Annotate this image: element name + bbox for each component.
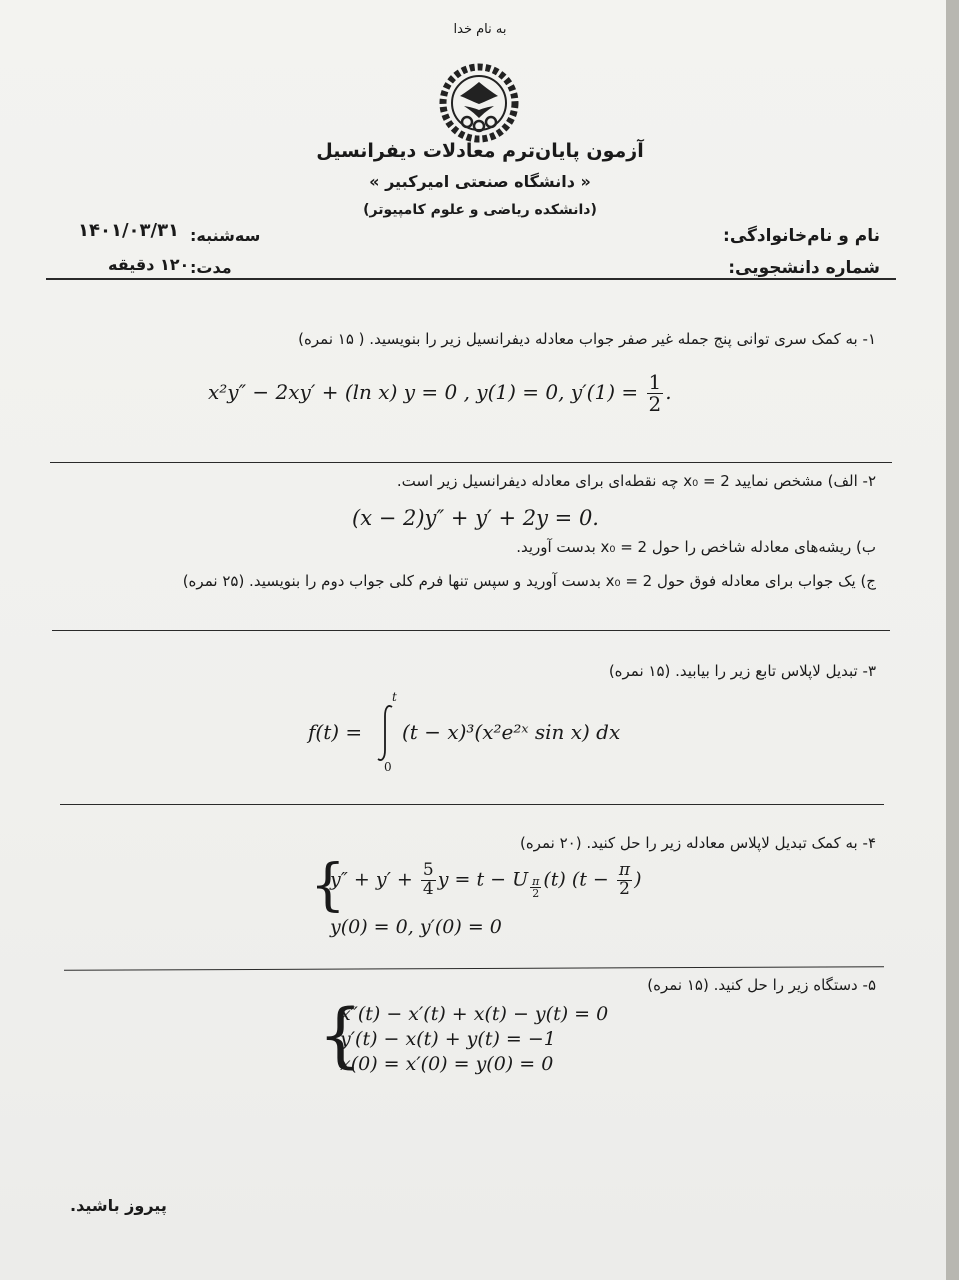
question-5-text [647,976,876,994]
question-3-lower-limit: 0 [384,760,392,774]
university-name: « دانشگاه صنعتی امیرکبیر » [369,172,591,191]
question-3-upper-limit: t [392,690,397,704]
question-4-line-1-c: (t) (t − [543,868,609,891]
question-5-prompt: دستگاه زیر را حل کنید. (۱۵ نمره) [647,976,858,994]
divider-3 [60,804,884,805]
question-2-part-a [397,472,876,490]
question-3-integrand: (t − x)³(x²e²ˣ sin x) dx [402,720,621,744]
divider-4 [64,966,884,971]
question-1-equation: x²y″ − 2xy′ + (ln x) y = 0 , y(1) = 0, y′(1) = $\frac{1}{2}$ . [208,370,672,416]
question-4-prompt: به کمک تبدیل لاپلاس معادله زیر را حل کنید. (۲۰ نمره) [519,834,858,852]
question-4-number: ۴- [862,834,876,852]
duration-value: ۱۲۰ دقیقه [108,255,190,274]
question-1-prompt: به کمک سری توانی پنج جمله غیر صفر جواب معادله دیفرانسیل زیر را بنویسید. ( ۱۵ نمره) [298,330,858,348]
question-5-line-2: y′(t) − x(t) + y(t) = −1 [340,1028,556,1050]
name-label: نام و نام‌خانوادگی: [723,226,880,246]
question-4-text [520,834,876,852]
question-5-number: ۵- [862,976,876,994]
question-4-fraction [421,862,436,899]
question-1-number: ۱- [862,330,876,348]
question-1-fraction-numerator: 1 [648,370,662,394]
divider-1 [50,462,892,463]
question-4-line-1-a: y″ + y′ + [330,868,413,891]
university-logo [436,60,522,146]
question-3-lhs: f(t) = [308,720,363,744]
question-2-part-b: ب) ریشه‌های معادله شاخص را حول x₀ = 2 بدست آورید. [516,538,876,556]
question-3-prompt: تبدیل لاپلاس تابع زیر را بیابید. (۱۵ نمره) [608,662,858,680]
question-2-part-c: ج) یک جواب برای معادله فوق حول x₀ = 2 بدست آورید و سپس تنها فرم کلی جواب دوم را بنویسید. (۲۵ نمره) [182,572,876,590]
question-4-fraction-numerator: 5 [422,860,434,880]
question-3-number: ۳- [862,662,876,680]
closing-message: پیروز باشید. [70,1196,167,1215]
question-2-equation: (x − 2)y″ + y′ + 2y = 0. [352,506,599,530]
question-4-brace: { [310,853,346,918]
question-4-line-1-d: ) [634,868,642,891]
question-1-fraction-denominator: 2 [648,392,662,416]
question-5-line-3: x(0) = x′(0) = y(0) = 0 [340,1053,554,1075]
exam-date: ۱۴۰۱/۰۳/۳۱ [78,220,180,241]
question-4-fraction-denominator: 4 [422,878,434,899]
duration-label: مدت: [190,258,232,277]
question-2-number: ۲- [862,472,876,490]
question-4-subscript-denominator: 2 [532,887,540,901]
question-3-text [609,662,876,680]
question-4-fraction-2 [617,862,632,899]
question-1-fraction [647,372,664,415]
integral-sign [376,704,396,762]
question-4-step-subscript [530,876,541,900]
question-4-fraction-2-denominator: 2 [619,878,630,899]
question-4-line-2: y(0) = 0, y′(0) = 0 [330,916,502,938]
question-5-brace: { [318,994,363,1076]
header-divider [46,278,896,280]
question-4-line-1 [330,862,642,900]
student-id-label: شماره دانشجویی: [728,258,880,278]
page-edge [946,0,959,1280]
question-2-part-a-text: الف) مشخص نمایید x₀ = 2 چه نقطه‌ای برای معادله دیفرانسیل زیر است. [396,472,858,490]
bismillah: به نام خدا [453,22,507,37]
question-5-line-1: x″(t) − x′(t) + x(t) − y(t) = 0 [340,1003,609,1025]
exam-title: آزمون پایان‌ترم معادلات دیفرانسیل [316,140,644,162]
question-4-line-1-b: y = t − U [437,868,529,891]
question-4-subscript-numerator: π [532,874,540,888]
question-4-fraction-2-numerator: π [618,860,631,880]
faculty-name: (دانشکده ریاضی و علوم کامپیوتر) [363,202,597,218]
question-1-text [298,330,876,348]
divider-2 [52,630,890,631]
day-label: سه‌شنبه: [190,226,261,245]
question-1-equation-main: x²y″ − 2xy′ + (ln x) y = 0 , y(1) = 0, y′(1) = [208,380,639,404]
